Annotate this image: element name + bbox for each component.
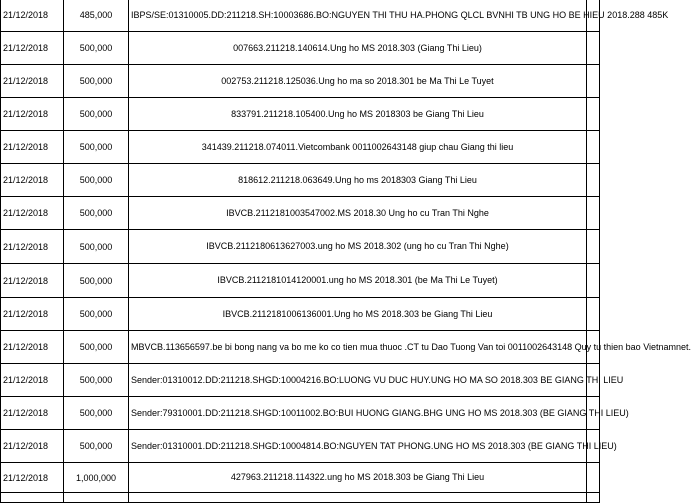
amount-cell: 500,000 [64, 264, 129, 298]
table-row [1, 230, 600, 264]
spare-cell [587, 164, 600, 197]
amount-cell: 500,000 [64, 364, 129, 397]
date-cell: 21/12/2018 [1, 463, 64, 493]
amount-cell-empty [64, 493, 129, 503]
description-cell: IBVCB.2112181003547002.MS 2018.30 Ung ho cu Tran Thi Nghe [129, 197, 587, 230]
table-row [1, 463, 600, 493]
spare-cell [587, 98, 600, 131]
spare-cell [587, 230, 600, 264]
description-cell: IBPS/SE:01310005.DD:211218.SH:10003686.BO:NGUYEN THI THU HA.PHONG QLCL BVNHI TB UNG HO BE HIEU 2018.288 485K [129, 0, 587, 32]
description-cell-empty [129, 493, 587, 503]
table-row [1, 364, 600, 397]
amount-cell: 500,000 [64, 298, 129, 331]
description-cell: Sender:79310001.DD:211218.SHGD:10011002.BO:BUI HUONG GIANG.BHG UNG HO MS 2018.303 (BE GIANG THI LIEU) [129, 397, 587, 430]
amount-cell: 1,000,000 [64, 463, 129, 493]
amount-cell: 500,000 [64, 430, 129, 463]
table-row [1, 65, 600, 98]
date-cell: 21/12/2018 [1, 197, 64, 230]
amount-cell: 500,000 [64, 230, 129, 264]
spare-cell [587, 264, 600, 298]
spare-cell [587, 493, 600, 503]
date-cell: 21/12/2018 [1, 164, 64, 197]
table-row [1, 32, 600, 65]
table-row [1, 0, 600, 32]
table-row [1, 430, 600, 463]
spare-cell [587, 32, 600, 65]
description-cell: 818612.211218.063649.Ung ho ms 2018303 Giang Thi Lieu [129, 164, 587, 197]
date-cell: 21/12/2018 [1, 131, 64, 164]
description-cell: 833791.211218.105400.Ung ho MS 2018303 be Giang Thi Lieu [129, 98, 587, 131]
spare-cell [587, 197, 600, 230]
spare-cell [587, 463, 600, 493]
table-row [1, 197, 600, 230]
amount-cell: 500,000 [64, 98, 129, 131]
date-cell: 21/12/2018 [1, 331, 64, 364]
description-cell: 002753.211218.125036.Ung ho ma so 2018.301 be Ma Thi Le Tuyet [129, 65, 587, 98]
description-cell: Sender:01310012.DD:211218.SHGD:10004216.BO:LUONG VU DUC HUY.UNG HO MA SO 2018.303 BE GIANG THI LIEU [129, 364, 587, 397]
description-cell: 427963.211218.114322.ung ho MS 2018.303 be Giang Thi Lieu [129, 463, 587, 493]
spare-cell [587, 298, 600, 331]
table-row [1, 131, 600, 164]
table-row [1, 331, 600, 364]
date-cell: 21/12/2018 [1, 0, 64, 32]
date-cell: 21/12/2018 [1, 364, 64, 397]
table-row [1, 164, 600, 197]
amount-cell: 500,000 [64, 131, 129, 164]
description-cell: MBVCB.113656597.be bi bong nang va bo me ko co tien mua thuoc .CT tu Dao Tuong Van toi 0011002643148 Quy tu thien bao Vietnamnet. [129, 331, 587, 364]
date-cell: 21/12/2018 [1, 65, 64, 98]
amount-cell: 500,000 [64, 331, 129, 364]
description-cell: IBVCB.2112180613627003.ung ho MS 2018.302 (ung ho cu Tran Thi Nghe) [129, 230, 587, 264]
table-row [1, 98, 600, 131]
date-cell: 21/12/2018 [1, 298, 64, 331]
description-cell: IBVCB.2112181014120001.ung ho MS 2018.301 (be Ma Thi Le Tuyet) [129, 264, 587, 298]
amount-cell: 500,000 [64, 65, 129, 98]
description-cell: 007663.211218.140614.Ung ho MS 2018.303 (Giang Thi Lieu) [129, 32, 587, 65]
date-cell: 21/12/2018 [1, 230, 64, 264]
spare-cell [587, 131, 600, 164]
amount-cell: 500,000 [64, 197, 129, 230]
amount-cell: 500,000 [64, 397, 129, 430]
amount-cell: 500,000 [64, 32, 129, 65]
date-cell: 21/12/2018 [1, 98, 64, 131]
table-row-partial [1, 493, 600, 503]
date-cell: 21/12/2018 [1, 397, 64, 430]
amount-cell: 485,000 [64, 0, 129, 32]
date-cell-empty [1, 493, 64, 503]
date-cell: 21/12/2018 [1, 264, 64, 298]
date-cell: 21/12/2018 [1, 32, 64, 65]
description-cell: Sender:01310001.DD:211218.SHGD:10004814.BO:NGUYEN TAT PHONG.UNG HO MS 2018.303 (BE GIANG THI LIEU) [129, 430, 587, 463]
table-row [1, 298, 600, 331]
date-cell: 21/12/2018 [1, 430, 64, 463]
description-cell: IBVCB.2112181006136001.Ung ho MS 2018.303 be Giang Thi Lieu [129, 298, 587, 331]
table-row [1, 397, 600, 430]
amount-cell: 500,000 [64, 164, 129, 197]
spare-cell [587, 65, 600, 98]
description-cell: 341439.211218.074011.Vietcombank 0011002643148 giup chau Giang thi lieu [129, 131, 587, 164]
table-row [1, 264, 600, 298]
